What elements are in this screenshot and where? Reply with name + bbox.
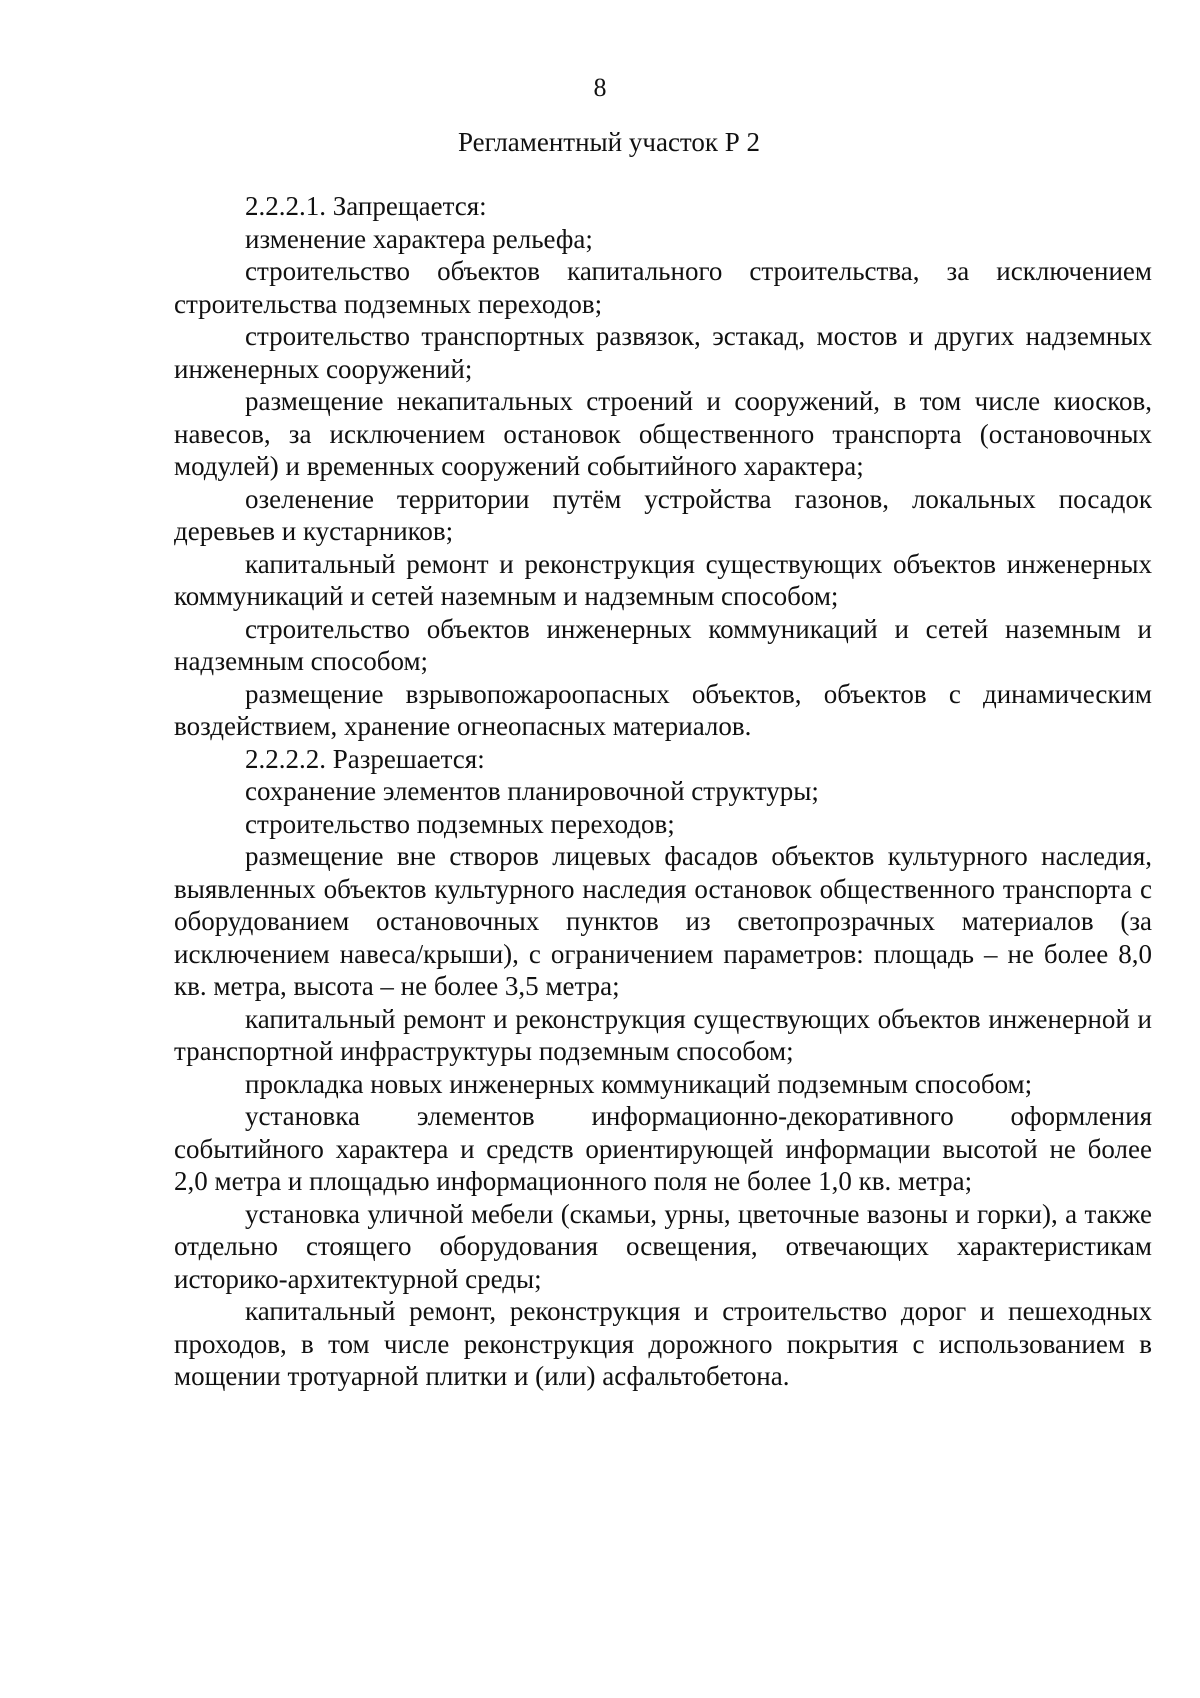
page-number: 8	[593, 73, 607, 102]
paragraph: размещение вне створов лицевых фасадов объектов культурного наследия, выявленных объектов культурного наследия остановок общественного транспорта с оборудованием остановочных пунктов из светопрозрачных материалов (за исключением навеса/крыши), с ограничением параметров: площадь – не более 8,0 кв. метра, высота – не более 3,5 метра;	[174, 841, 1152, 1001]
document-body	[174, 190, 1152, 1393]
paragraph: установка уличной мебели (скамьи, урны, цветочные вазоны и горки), а также отдельно стоящего оборудования освещения, отвечающих характеристикам историко-архитектурной среды;	[174, 1198, 1152, 1294]
paragraph-prohibited-heading: 2.2.2.1. Запрещается:	[245, 191, 487, 221]
paragraph: изменение характера рельефа;	[245, 223, 593, 254]
paragraph: размещение взрывопожароопасных объектов, объектов с динамическим воздействием, хранение огнеопасных материалов.	[174, 678, 1152, 741]
paragraph: строительство транспортных развязок, эстакад, мостов и других надземных инженерных сооружений;	[174, 321, 1152, 384]
section-title: Регламентный участок Р 2	[457, 127, 761, 157]
paragraph: строительство объектов капитального строительства, за исключением строительства подземных переходов;	[174, 256, 1152, 319]
paragraph: сохранение элементов планировочной структуры;	[245, 776, 819, 806]
paragraph: озеленение территории путём устройства газонов, локальных посадок деревьев и кустарников;	[174, 483, 1152, 546]
paragraph: капитальный ремонт, реконструкция и строительство дорог и пешеходных проходов, в том числе реконструкция дорожного покрытия с использованием в мощении тротуарной плитки и (или) асфальтобетона.	[174, 1296, 1152, 1391]
paragraph: капитальный ремонт и реконструкция существующих объектов инженерных коммуникаций и сетей наземным и надземным способом;	[174, 548, 1152, 611]
paragraph: размещение некапитальных строений и сооружений, в том числе киосков, навесов, за исключением остановок общественного транспорта (остановочных модулей) и временных сооружений событийного характера;	[174, 386, 1152, 481]
paragraph: капитальный ремонт и реконструкция существующих объектов инженерной и транспортной инфраструктуры подземным способом;	[174, 1003, 1152, 1066]
paragraph: установка элементов информационно-декоративного оформления событийного характера и средств ориентирующей информации высотой не более 2,0 метра и площадью информационного поля не более 1,0 кв. метра;	[174, 1101, 1152, 1196]
paragraph: строительство объектов инженерных коммуникаций и сетей наземным и надземным способом;	[174, 613, 1152, 676]
paragraph: строительство подземных переходов;	[245, 808, 675, 839]
paragraph: прокладка новых инженерных коммуникаций подземным способом;	[245, 1068, 1033, 1099]
paragraph-permitted-heading: 2.2.2.2. Разрешается:	[245, 743, 485, 774]
